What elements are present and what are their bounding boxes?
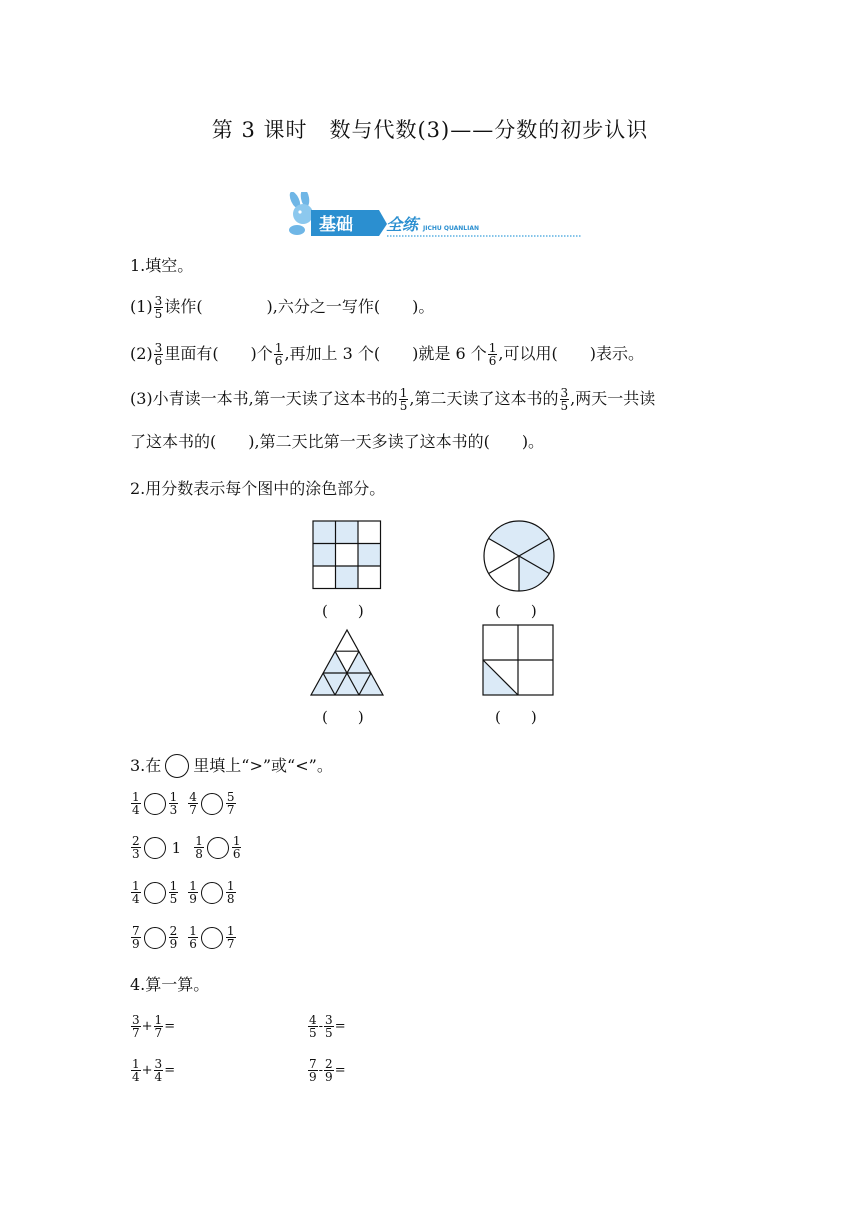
fraction: $\frac{5}{7}$ — [226, 790, 235, 817]
q1-part2: (2) $\frac{3}{6}$ 里面有( )个 $\frac{1}{6}$ ,再加上 3 个( )就是 6 个 $\frac{1}{6}$ ,可以用( )表示。 — [130, 341, 644, 368]
fraction: $\frac{1}{8}$ — [195, 834, 203, 861]
grid-figure — [312, 520, 382, 590]
compare-circle-input[interactable] — [207, 837, 229, 859]
banner-main-text: 基础 — [319, 215, 353, 235]
fraction: $\frac{1}{7}$ — [154, 1013, 163, 1040]
fraction: $\frac{2}{9}$ — [325, 1057, 333, 1084]
answer-paren: ( ) — [495, 602, 537, 620]
compare-row — [130, 925, 237, 950]
fraction: $\frac{2}{3}$ — [132, 834, 140, 861]
compare-circle-input[interactable] — [201, 927, 223, 949]
answer-paren: ( ) — [495, 708, 537, 726]
fraction: $\frac{7}{9}$ — [132, 924, 140, 951]
fraction: $\frac{1}{3}$ — [169, 790, 178, 817]
fraction: $\frac{1}{5}$ — [399, 386, 408, 413]
q2-heading: 2.用分数表示每个图中的涂色部分。 — [130, 479, 386, 498]
fraction: $\frac{1}{4}$ — [132, 879, 140, 906]
section-banner — [283, 192, 583, 238]
calc-item: $\frac{3}{7}$ + $\frac{1}{7}$ = — [132, 1013, 176, 1040]
banner-pinyin: JICHU QUANLIAN — [423, 225, 480, 232]
compare-circle-input[interactable] — [201, 882, 223, 904]
fraction: $\frac{4}{7}$ — [189, 790, 197, 817]
triangle-figure — [306, 628, 388, 700]
circle-figure — [482, 519, 556, 593]
circle-blank-icon — [165, 754, 189, 778]
fraction: $\frac{1}{7}$ — [226, 924, 235, 951]
fraction: $\frac{1}{4}$ — [132, 790, 140, 817]
compare-row — [130, 791, 237, 816]
answer-paren: ( ) — [322, 708, 364, 726]
fraction: $\frac{7}{9}$ — [309, 1057, 317, 1084]
q1-part3-cont: 了这本书的( ),第二天比第一天多读了这本书的( )。 — [130, 432, 545, 451]
compare-row — [130, 880, 237, 905]
fraction: $\frac{1}{8}$ — [226, 879, 235, 906]
q1-heading: 1.填空。 — [130, 256, 194, 275]
q4-heading: 4.算一算。 — [130, 975, 210, 994]
q1-part1: (1) $\frac{3}{5}$ 读作( ),六分之一写作( )。 — [130, 294, 435, 321]
fraction: $\frac{3}{5}$ — [560, 386, 569, 413]
answer-paren: ( ) — [322, 602, 364, 620]
calc-item: $\frac{4}{5}$ - $\frac{3}{5}$ = — [309, 1013, 346, 1040]
compare-row — [130, 835, 242, 860]
q3-heading: 3.在 里填上“>”或“<”。 — [130, 754, 333, 778]
square-figure — [482, 624, 556, 698]
compare-circle-input[interactable] — [144, 927, 166, 949]
whole-number: 1 — [171, 838, 182, 857]
fraction: $\frac{1}{6}$ — [274, 341, 283, 368]
compare-circle-input[interactable] — [144, 793, 166, 815]
fraction: $\frac{1}{6}$ — [488, 341, 497, 368]
fraction: $\frac{4}{5}$ — [309, 1013, 317, 1040]
fraction: $\frac{1}{6}$ — [232, 834, 241, 861]
calc-item: $\frac{7}{9}$ - $\frac{2}{9}$ = — [309, 1057, 346, 1084]
fraction: $\frac{3}{5}$ — [325, 1013, 333, 1040]
fraction: $\frac{2}{9}$ — [169, 924, 178, 951]
fraction: $\frac{1}{4}$ — [132, 1057, 140, 1084]
fraction: $\frac{3}{5}$ — [154, 294, 163, 321]
fraction: $\frac{1}{6}$ — [189, 924, 197, 951]
fraction: $\frac{3}{6}$ — [154, 341, 163, 368]
fraction: $\frac{3}{4}$ — [154, 1057, 163, 1084]
bunny-icon — [288, 192, 313, 235]
fraction: $\frac{1}{5}$ — [169, 879, 178, 906]
page-title: 第 3 课时 数与代数(3)——分数的初步认识 — [211, 118, 649, 142]
q1-part3: (3)小青读一本书,第一天读了这本书的 $\frac{1}{5}$ ,第二天读了这本书的 $\frac{3}{5}$ ,两天一共读 — [130, 386, 656, 413]
compare-circle-input[interactable] — [144, 882, 166, 904]
calc-item: $\frac{1}{4}$ + $\frac{3}{4}$ = — [132, 1057, 176, 1084]
banner-sub-text: 全练 — [386, 215, 419, 234]
compare-circle-input[interactable] — [201, 793, 223, 815]
fraction: $\frac{3}{7}$ — [132, 1013, 140, 1040]
compare-circle-input[interactable] — [144, 837, 166, 859]
fraction: $\frac{1}{9}$ — [189, 879, 197, 906]
